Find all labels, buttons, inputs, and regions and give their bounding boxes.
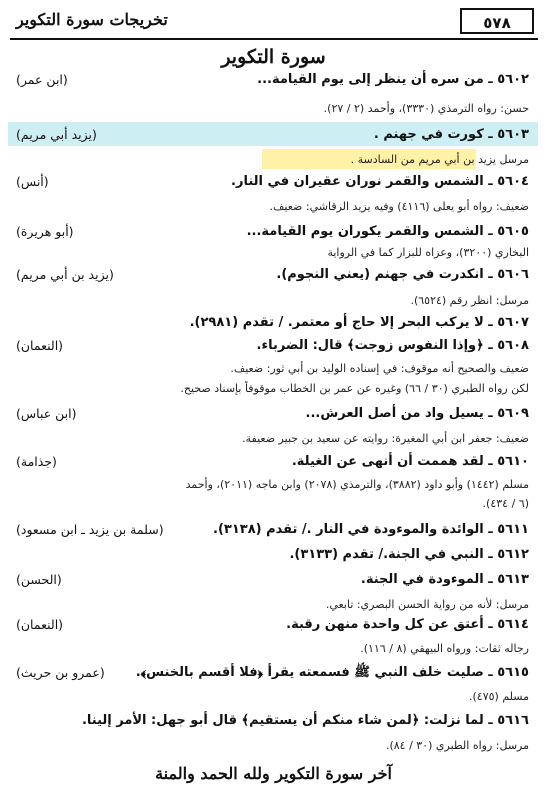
hadith-text: ٥٦٠٤ ـ الشمس والقمر نوران عقيران في النار. [231, 174, 529, 189]
hadith-text: ٥٦١٢ ـ النبي في الجنة./ تقدم (٣١٣٣). [289, 547, 529, 562]
hadith-5611 [16, 520, 529, 540]
hadith-text: ٥٦٠٣ ـ كورت في جهنم . [373, 127, 529, 142]
hadith-narrator: (سلمة بن يزيد ـ ابن مسعود) [16, 522, 164, 537]
page-number: ٥٧٨ [460, 8, 534, 34]
hadith-text: ٥٦١٣ ـ الموءودة في الجنة. [360, 572, 529, 587]
surah-title: سورة التكوير [221, 46, 326, 68]
hadith-note: مرسل يزيد بن أبي مريم من السادسة . [350, 153, 529, 166]
hadith-note: حسن: رواه الترمذي (٣٣٣٠)، وأحمد (٢ / ٢٧). [323, 102, 529, 115]
hadith-narrator: (أنس) [16, 174, 49, 189]
hadith-text: ٥٦١٥ ـ صليت خلف النبي ﷺ فسمعته يقرأ ﴿فلا أقسم بالخنس﴾. [135, 665, 529, 680]
hadith-note: (٦ / ٤٣٤). [482, 497, 529, 510]
hadith-5602 [16, 70, 529, 90]
hadith-5604 [16, 172, 529, 192]
hadith-5610 [16, 452, 529, 472]
hadith-narrator: (جذامة) [16, 454, 57, 469]
hadith-text: ٥٦١٠ ـ لقد هممت أن أنهى عن الغيلة. [291, 454, 529, 469]
hadith-5614 [16, 615, 529, 635]
hadith-narrator: (ابن عباس) [16, 406, 77, 421]
hadith-narrator: (الحسن) [16, 572, 62, 587]
hadith-note: ضعيف: جعفر ابن أبي المغيرة: روايته عن سعيد بن جبير ضعيفة. [242, 432, 529, 445]
hadith-note: مسلم (٤٧٥). [469, 690, 529, 703]
hadith-narrator: (ابن عمر) [16, 72, 68, 87]
hadith-5613 [16, 570, 529, 590]
hadith-note: ضعيف: رواه أبو يعلى (٤١١٦) وفيه يزيد الرقاشي: ضعيف. [269, 200, 529, 213]
hadith-text: ٥٦٠٢ ـ من سره أن ينظر إلى يوم القيامة... [257, 72, 529, 87]
hadith-5612 [16, 545, 529, 565]
hadith-note: مرسل: انظر رقم (٦٥٢٤). [410, 294, 529, 307]
hadith-narrator: (عمرو بن حريث) [16, 665, 105, 680]
hadith-text: ٥٦٠٦ ـ انكدرت في جهنم (يعني النجوم). [276, 267, 529, 282]
hadith-5615 [16, 663, 529, 683]
surah-end-footer: آخر سورة التكوير ولله الحمد والمنة [155, 764, 392, 783]
hadith-note: مرسل: رواه الطبري (٣٠ / ٨٤). [385, 739, 529, 752]
hadith-text: ٥٦٠٧ ـ لا يركب البحر إلا حاج أو معتمر. / تقدم (٢٩٨١). [189, 315, 529, 330]
hadith-5608 [16, 336, 529, 356]
hadith-note: ضعيف والصحيح أنه موقوف: في إسناده الوليد بن أبي ثور: ضعيف. [230, 362, 529, 375]
hadith-5606 [16, 265, 529, 285]
hadith-narrator: (أبو هريرة) [16, 224, 74, 239]
hadith-text: ٥٦١٦ ـ لما نزلت: ﴿لمن شاء منكم أن يستقيم﴾ قال أبو جهل: الأمر إلينا. [81, 713, 529, 728]
hadith-text: ٥٦١١ ـ الوائدة والموءودة في النار ./ تقدم (٣١٣٨). [213, 522, 529, 537]
hadith-note: رجاله ثقات: ورواه البيهقي (٨ / ١١٦). [360, 642, 529, 655]
hadith-narrator: (يزيد أبي مريم) [16, 127, 97, 142]
hadith-text: ٥٦١٤ ـ أعتق عن كل واحدة منهن رقبة. [286, 617, 529, 632]
hadith-note: مسلم (١٤٤٢) وأبو داود (٣٨٨٢)، والترمذي (٢٠٧٨) وابن ماجه (٢٠١١)، وأحمد [185, 478, 529, 491]
hadith-5609 [16, 404, 529, 424]
hadith-text: ٥٦٠٥ ـ الشمس والقمر يكوران يوم القيامة... [246, 224, 529, 239]
hadith-note: البخاري (٣٢٠٠)، وعزاه للبزار كما في الرواية [327, 246, 529, 259]
hadith-note: لكن رواه الطبري (٣٠ / ٦٦) وغيره عن عمر بن الخطاب موقوفاً بإسناد صحيح. [180, 382, 529, 395]
page-header [10, 6, 538, 40]
hadith-5605 [16, 222, 529, 242]
hadith-5607 [16, 313, 529, 333]
running-title: تخريجات سورة التكوير [16, 10, 168, 29]
hadith-narrator: (النعمان) [16, 338, 64, 353]
hadith-text: ٥٦٠٩ ـ يسيل واد من أصل العرش... [305, 406, 529, 421]
hadith-narrator: (يزيد بن أبي مريم) [16, 267, 114, 282]
hadith-narrator: (النعمان) [16, 617, 64, 632]
hadith-text: ٥٦٠٨ ـ ﴿وإذا النفوس زوجت﴾ قال: الضرباء. [256, 338, 529, 353]
hadith-5603 [16, 125, 529, 145]
hadith-5616 [16, 711, 529, 731]
hadith-note: مرسل: لأنه من رواية الحسن البصري: تابعي. [325, 598, 529, 611]
